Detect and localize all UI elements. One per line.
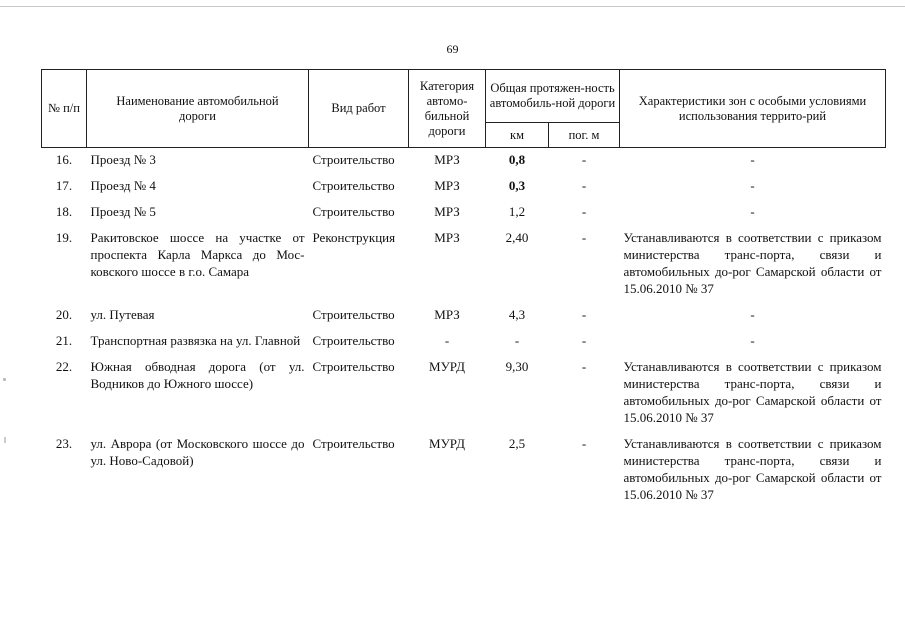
roads-table — [41, 69, 886, 509]
length-km: 1,2 — [508, 204, 526, 219]
length-pm: - — [581, 204, 587, 219]
road-category: МРЗ — [434, 307, 460, 322]
zone-characteristics: Устанавливаются в соответствии с приказом министерства транс-порта, связи и автомобильных до-рог Самарской области от 15.06.2010 № 37 — [623, 436, 882, 502]
header-num: № п/п — [42, 70, 87, 148]
length-pm: - — [581, 152, 587, 167]
length-pm: - — [581, 307, 587, 322]
row-num: 16. — [55, 152, 73, 167]
header-km: км — [486, 123, 549, 148]
length-pm: - — [581, 359, 587, 374]
road-name: Транспортная развязка на ул. Главной — [90, 333, 301, 348]
length-km: 0,8 — [508, 152, 526, 167]
table-row — [42, 303, 886, 329]
header-name: Наименование автомобильной дороги — [87, 70, 309, 148]
table-row — [42, 355, 886, 432]
length-pm: - — [581, 436, 587, 451]
row-num: 23. — [55, 436, 73, 451]
table-row — [42, 329, 886, 355]
length-km: - — [514, 333, 520, 348]
zone-characteristics: - — [750, 152, 755, 167]
zone-characteristics: Устанавливаются в соответствии с приказом министерства транс-порта, связи и автомобильных до-рог Самарской области от 15.06.2010 № 37 — [623, 230, 882, 296]
row-num: 22. — [55, 359, 73, 374]
length-pm: - — [581, 333, 587, 348]
road-name: Проезд № 4 — [90, 178, 156, 193]
row-num: 19. — [55, 230, 73, 245]
table-row — [42, 226, 886, 303]
road-category: МРЗ — [434, 230, 460, 245]
road-category: - — [444, 333, 450, 348]
length-pm: - — [581, 230, 587, 245]
road-category: МУРД — [429, 359, 465, 374]
scan-artifact — [3, 378, 6, 381]
header-pm: пог. м — [549, 123, 620, 148]
work-type: Строительство — [312, 204, 395, 219]
table-row — [42, 432, 886, 509]
row-num: 21. — [55, 333, 73, 348]
road-category: МРЗ — [434, 152, 460, 167]
zone-characteristics: - — [750, 204, 755, 219]
road-name: Ракитовское шоссе на участке от проспекта Карла Маркса до Мос-ковского шоссе в г.о. Самара — [90, 230, 305, 279]
scan-top-line — [0, 6, 905, 7]
work-type: Строительство — [312, 359, 395, 374]
header-length: Общая протяжен-ность автомобиль-ной дороги — [486, 70, 620, 123]
work-type: Строительство — [312, 307, 395, 322]
table-row — [42, 174, 886, 200]
table-row — [42, 148, 886, 175]
length-km: 2,40 — [505, 230, 529, 245]
zone-characteristics: - — [750, 333, 755, 348]
row-num: 17. — [55, 178, 73, 193]
scan-artifact — [4, 437, 6, 443]
header-category: Категория автомо-бильной дороги — [409, 70, 486, 148]
work-type: Реконструкция — [312, 230, 396, 245]
row-num: 20. — [55, 307, 73, 322]
road-category: МУРД — [429, 436, 465, 451]
table-row — [42, 200, 886, 226]
work-type: Строительство — [312, 333, 395, 348]
length-km: 4,3 — [508, 307, 526, 322]
header-characteristics: Характеристики зон с особыми условиями использования террито-рий — [620, 70, 886, 148]
page-number: 69 — [446, 42, 459, 56]
zone-characteristics: - — [750, 307, 755, 322]
road-name: Проезд № 3 — [90, 152, 156, 167]
road-name: Южная обводная дорога (от ул. Водников до Южного шоссе) — [90, 359, 305, 391]
work-type: Строительство — [312, 152, 395, 167]
length-km: 0,3 — [508, 178, 526, 193]
work-type: Строительство — [312, 178, 395, 193]
road-category: МРЗ — [434, 204, 460, 219]
road-name: ул. Аврора (от Московского шоссе до ул. Ново-Садовой) — [90, 436, 305, 468]
road-name: ул. Путевая — [90, 307, 155, 322]
length-pm: - — [581, 178, 587, 193]
road-name: Проезд № 5 — [90, 204, 156, 219]
header-work: Вид работ — [309, 70, 409, 148]
length-km: 2,5 — [508, 436, 526, 451]
road-category: МРЗ — [434, 178, 460, 193]
zone-characteristics: Устанавливаются в соответствии с приказом министерства транс-порта, связи и автомобильных до-рог Самарской области от 15.06.2010 № 37 — [623, 359, 882, 425]
header-row — [42, 70, 886, 123]
row-num: 18. — [55, 204, 73, 219]
length-km: 9,30 — [505, 359, 529, 374]
zone-characteristics: - — [750, 178, 755, 193]
work-type: Строительство — [312, 436, 395, 451]
